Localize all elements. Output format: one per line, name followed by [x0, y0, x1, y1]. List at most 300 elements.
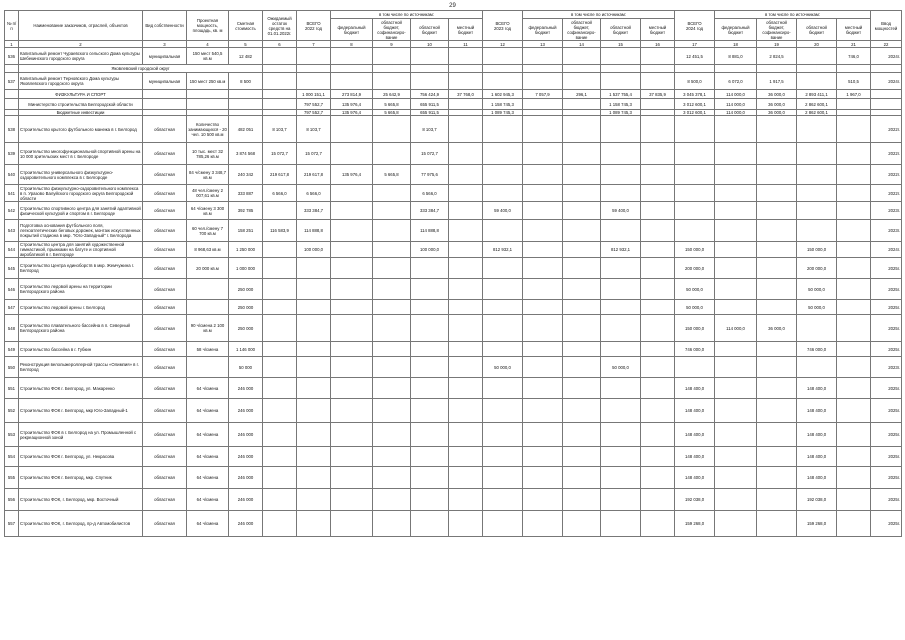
remaining-cell: 6 566,0: [263, 185, 297, 202]
value-cell: [449, 279, 483, 300]
value-cell: [523, 99, 563, 110]
remaining-cell: 15 072,7: [263, 143, 297, 165]
value-cell: [837, 447, 871, 467]
value-cell: [449, 489, 483, 511]
value-cell: [331, 489, 373, 511]
table-row: [5, 242, 902, 258]
value-cell: [601, 165, 641, 185]
capacity-year-cell: 2022г.: [871, 116, 902, 143]
value-cell: [373, 467, 411, 489]
capacity-cell: 64 ч/смена: [187, 447, 229, 467]
table-cell: [757, 65, 797, 73]
estimate-cell: 246 000: [229, 447, 263, 467]
value-cell: [641, 357, 675, 378]
value-cell: [797, 73, 837, 90]
value-cell: [449, 357, 483, 378]
value-cell: [483, 300, 523, 315]
row-number: 546: [5, 279, 19, 300]
capacity-year-cell: 2023г.: [871, 220, 902, 242]
capacity-year-cell: 2022г.: [871, 165, 902, 185]
value-cell: [331, 423, 373, 447]
value-cell: [373, 378, 411, 399]
value-cell: [373, 511, 411, 537]
value-cell: [641, 489, 675, 511]
value-cell: [641, 73, 675, 90]
value-cell: [641, 315, 675, 342]
column-number: 6: [263, 41, 297, 48]
value-cell: [601, 73, 641, 90]
value-cell: [563, 242, 601, 258]
value-cell: [483, 315, 523, 342]
value-cell: [411, 73, 449, 90]
value-cell: [563, 165, 601, 185]
value-cell: 5 665,8: [373, 110, 411, 116]
estimate-cell: 3 874 568: [229, 143, 263, 165]
value-cell: [563, 399, 601, 423]
value-cell: [715, 220, 757, 242]
value-cell: 8 103,7: [297, 116, 331, 143]
row-number: 541: [5, 185, 19, 202]
value-cell: 1 917,5: [757, 73, 797, 90]
value-cell: [483, 489, 523, 511]
header-federal: федеральный бюджет: [715, 19, 757, 41]
value-cell: [641, 242, 675, 258]
header-total-2022: ВСЕГО 2022 год: [297, 11, 331, 41]
row-number: 545: [5, 258, 19, 279]
value-cell: [601, 467, 641, 489]
value-cell: [523, 202, 563, 220]
estimate-cell: 12 482: [229, 48, 263, 65]
object-name: Строительство ледовой арены г. Белгород: [19, 300, 143, 315]
value-cell: [449, 99, 483, 110]
table-row: [5, 467, 902, 489]
capacity-year-cell: 2025г.: [871, 378, 902, 399]
value-cell: [563, 48, 601, 65]
value-cell: [797, 220, 837, 242]
value-cell: [449, 467, 483, 489]
value-cell: [523, 423, 563, 447]
table-row: [5, 342, 902, 357]
investment-table: [4, 10, 902, 537]
estimate-cell: 1 250 000: [229, 242, 263, 258]
value-cell: [715, 399, 757, 423]
header-regional-cofin: областной бюджет, софинансиро-вание: [373, 19, 411, 41]
estimate-cell: 250 000: [229, 300, 263, 315]
value-cell: [483, 342, 523, 357]
column-number: 4: [187, 41, 229, 48]
value-cell: [483, 165, 523, 185]
value-cell: [715, 300, 757, 315]
value-cell: [297, 73, 331, 90]
value-cell: 296,1: [563, 90, 601, 99]
value-cell: [483, 423, 523, 447]
object-name: Строительство ФОК г. Белгород, ул. Макаренко: [19, 378, 143, 399]
table-cell: [601, 65, 641, 73]
value-cell: [297, 489, 331, 511]
value-cell: 2 893 411,1: [797, 90, 837, 99]
value-cell: 6 566,0: [411, 185, 449, 202]
value-cell: [837, 99, 871, 110]
estimate-cell: 50 000: [229, 357, 263, 378]
value-cell: 200 000,0: [797, 258, 837, 279]
table-row: [5, 357, 902, 378]
estimate-cell: 250 000: [229, 315, 263, 342]
row-number: [5, 99, 19, 110]
ownership-cell: областная: [143, 220, 187, 242]
value-cell: [641, 165, 675, 185]
value-cell: [297, 511, 331, 537]
section-title: Яковлевский городской округ: [19, 65, 263, 73]
value-cell: [331, 342, 373, 357]
value-cell: [373, 489, 411, 511]
value-cell: [715, 143, 757, 165]
table-row: [5, 185, 902, 202]
value-cell: [757, 399, 797, 423]
value-cell: [483, 399, 523, 423]
table-cell: [411, 65, 449, 73]
remaining-cell: [263, 73, 297, 90]
estimate-cell: 392 785: [229, 202, 263, 220]
value-cell: [373, 242, 411, 258]
value-cell: 114 000,0: [715, 315, 757, 342]
value-cell: [601, 489, 641, 511]
estimate-cell: 8 500: [229, 73, 263, 90]
row-number: 539: [5, 143, 19, 165]
ownership-cell: областная: [143, 315, 187, 342]
value-cell: 50 000,0: [483, 357, 523, 378]
row-number: 537: [5, 73, 19, 90]
value-cell: [757, 242, 797, 258]
value-cell: 2 862 600,1: [797, 110, 837, 116]
row-number: 555: [5, 467, 19, 489]
value-cell: [411, 489, 449, 511]
value-cell: [837, 511, 871, 537]
value-cell: [449, 48, 483, 65]
ownership-cell: областная: [143, 357, 187, 378]
value-cell: [523, 342, 563, 357]
value-cell: [641, 99, 675, 110]
value-cell: [837, 399, 871, 423]
value-cell: [523, 258, 563, 279]
value-cell: [837, 467, 871, 489]
value-cell: [675, 185, 715, 202]
value-cell: 135 976,4: [331, 165, 373, 185]
object-name: Строительство центра для занятий художественной гимнастикой, прыжками на батуте и спортивной акробатикой в г. Белгороде: [19, 242, 143, 258]
value-cell: [483, 185, 523, 202]
object-name: Капитальный ремонт Терновского Дома культуры Яковлевского городского округа: [19, 73, 143, 90]
value-cell: [331, 300, 373, 315]
value-cell: [523, 378, 563, 399]
row-number: 536: [5, 48, 19, 65]
table-row: [5, 300, 902, 315]
value-cell: [449, 447, 483, 467]
value-cell: [675, 165, 715, 185]
value-cell: [523, 242, 563, 258]
value-cell: 150 000,0: [797, 242, 837, 258]
value-cell: [757, 116, 797, 143]
value-cell: [757, 300, 797, 315]
ownership-cell: областная: [143, 423, 187, 447]
value-cell: [675, 202, 715, 220]
value-cell: 50 000,0: [797, 279, 837, 300]
value-cell: [483, 258, 523, 279]
value-cell: [837, 220, 871, 242]
value-cell: [715, 378, 757, 399]
table-cell: [871, 65, 902, 73]
value-cell: [563, 342, 601, 357]
value-cell: [837, 342, 871, 357]
estimate-cell: 246 000: [229, 399, 263, 423]
column-number: 5: [229, 41, 263, 48]
table-row: [5, 143, 902, 165]
table-cell: [797, 65, 837, 73]
table-row: [5, 165, 902, 185]
value-cell: [331, 242, 373, 258]
value-cell: [373, 48, 411, 65]
row-number: 553: [5, 423, 19, 447]
capacity-cell: 150 мест 250 кв.м: [187, 73, 229, 90]
object-name: Строительство ФОК, г. Белгород, пр-д Автомобилистов: [19, 511, 143, 537]
value-cell: [449, 258, 483, 279]
value-cell: [373, 116, 411, 143]
table-cell: [449, 65, 483, 73]
value-cell: [641, 202, 675, 220]
capacity-year-cell: 2025г.: [871, 489, 902, 511]
table-row: [5, 220, 902, 242]
capacity-year-cell: 2024г.: [871, 48, 902, 65]
value-cell: 797 552,7: [297, 99, 331, 110]
value-cell: [715, 185, 757, 202]
value-cell: 25 642,9: [373, 90, 411, 99]
value-cell: 333 384,7: [297, 202, 331, 220]
value-cell: [523, 220, 563, 242]
value-cell: 59 400,0: [483, 202, 523, 220]
object-name: Строительство плавательного бассейна в п. Северный Белгородского района: [19, 315, 143, 342]
row-number: 547: [5, 300, 19, 315]
value-cell: [373, 143, 411, 165]
table-row: [5, 511, 902, 537]
summary-row: [5, 90, 902, 99]
value-cell: 50 000,0: [797, 300, 837, 315]
value-cell: 159 268,0: [797, 511, 837, 537]
value-cell: [837, 143, 871, 165]
estimate-cell: 250 000: [229, 279, 263, 300]
value-cell: [331, 399, 373, 423]
capacity-cell: 8 968,63 кв.м: [187, 242, 229, 258]
header-capacity-year: Ввод мощностей: [871, 11, 902, 41]
header-ownership: Вид собственности: [143, 11, 187, 41]
estimate-cell: 246 000: [229, 489, 263, 511]
value-cell: [641, 447, 675, 467]
capacity-cell: 58 ч/смена: [187, 342, 229, 357]
ownership-cell: областная: [143, 467, 187, 489]
value-cell: [563, 447, 601, 467]
value-cell: [297, 279, 331, 300]
value-cell: [757, 378, 797, 399]
value-cell: [837, 185, 871, 202]
object-name: Строительство спортивного центра для занятий адаптивной физической культурой и спортом в г. Белгороде: [19, 202, 143, 220]
remaining-cell: [263, 467, 297, 489]
estimate-cell: 1 146 000: [229, 342, 263, 357]
object-name: Реконструкция велолыжероллерной трассы «Олимпия» в г. Белгород: [19, 357, 143, 378]
value-cell: [757, 165, 797, 185]
value-cell: 8 881,0: [715, 48, 757, 65]
value-cell: [373, 447, 411, 467]
estimate-cell: 333 887: [229, 185, 263, 202]
value-cell: 150 000,0: [675, 315, 715, 342]
value-cell: 1 158 745,3: [601, 99, 641, 110]
value-cell: [331, 447, 373, 467]
column-number: 7: [297, 41, 331, 48]
value-cell: 77 975,6: [411, 165, 449, 185]
table-row: [5, 73, 902, 90]
capacity-cell: 64 ч/смена: [187, 378, 229, 399]
value-cell: [601, 511, 641, 537]
remaining-cell: [263, 258, 297, 279]
object-name: Бюджетные инвестиции: [19, 110, 143, 116]
value-cell: [563, 467, 601, 489]
value-cell: 219 617,8: [297, 165, 331, 185]
value-cell: [523, 300, 563, 315]
value-cell: [797, 116, 837, 143]
row-number: 556: [5, 489, 19, 511]
value-cell: 148 400,0: [675, 447, 715, 467]
header-total-2023: ВСЕГО 2023 год: [483, 11, 523, 41]
value-cell: 37 835,9: [641, 90, 675, 99]
object-name: Строительство Центра единоборств в мкр. Жемчужина г. Белгород: [19, 258, 143, 279]
value-cell: [483, 220, 523, 242]
estimate-cell: [229, 90, 263, 99]
object-name: Строительство физкультурно-оздоровительного комплекса в п. Уразово Валуйского городского округа Белгородской области: [19, 185, 143, 202]
value-cell: [601, 423, 641, 447]
header-regional: областной бюджет: [601, 19, 641, 41]
value-cell: [373, 342, 411, 357]
value-cell: [797, 357, 837, 378]
value-cell: [297, 423, 331, 447]
column-number: 15: [601, 41, 641, 48]
value-cell: [715, 489, 757, 511]
ownership-cell: областная: [143, 511, 187, 537]
ownership-cell: областная: [143, 143, 187, 165]
value-cell: [837, 242, 871, 258]
value-cell: 6 072,0: [715, 73, 757, 90]
value-cell: [523, 315, 563, 342]
value-cell: [715, 447, 757, 467]
value-cell: 148 400,0: [797, 467, 837, 489]
ownership-cell: областная: [143, 242, 187, 258]
capacity-year-cell: 2024г.: [871, 73, 902, 90]
value-cell: 59 400,0: [601, 202, 641, 220]
value-cell: 148 400,0: [675, 399, 715, 423]
value-cell: [837, 116, 871, 143]
capacity-cell: 64 ч/смену 3 300 кв.м: [187, 202, 229, 220]
value-cell: [523, 185, 563, 202]
value-cell: [563, 258, 601, 279]
table-cell: [483, 65, 523, 73]
value-cell: 746 000,0: [797, 342, 837, 357]
value-cell: 148 400,0: [675, 423, 715, 447]
value-cell: [563, 315, 601, 342]
estimate-cell: 246 000: [229, 423, 263, 447]
capacity-cell: Количество занимающихся - 20 чел. 10 500 кв.м: [187, 116, 229, 143]
value-cell: [715, 258, 757, 279]
value-cell: [411, 315, 449, 342]
object-name: Строительство универсального физкультурно-оздоровительного комплекса в г. Белгороде: [19, 165, 143, 185]
capacity-cell: 64 ч/смена: [187, 399, 229, 423]
header-num: № п/п: [5, 11, 19, 41]
value-cell: [297, 300, 331, 315]
value-cell: [601, 143, 641, 165]
value-cell: [837, 423, 871, 447]
value-cell: [523, 143, 563, 165]
row-number: [5, 90, 19, 99]
ownership-cell: [143, 99, 187, 110]
value-cell: [297, 258, 331, 279]
capacity-cell: 64 ч/смена: [187, 423, 229, 447]
value-cell: [449, 143, 483, 165]
capacity-cell: 150 мест 540,5 кв.м: [187, 48, 229, 65]
header-sources-2022: в том числе по источникам:: [331, 11, 483, 19]
remaining-cell: [263, 342, 297, 357]
value-cell: 333 384,7: [411, 202, 449, 220]
value-cell: [797, 48, 837, 65]
remaining-cell: [263, 90, 297, 99]
value-cell: [449, 242, 483, 258]
value-cell: [331, 511, 373, 537]
value-cell: [797, 202, 837, 220]
table-cell: [715, 65, 757, 73]
capacity-year-cell: 2023г.: [871, 202, 902, 220]
value-cell: 148 400,0: [797, 378, 837, 399]
value-cell: [411, 279, 449, 300]
column-number: 13: [523, 41, 563, 48]
table-row: [5, 48, 902, 65]
value-cell: [523, 279, 563, 300]
value-cell: [563, 116, 601, 143]
value-cell: [641, 467, 675, 489]
capacity-year-cell: 2025г.: [871, 511, 902, 537]
value-cell: 100 000,0: [297, 242, 331, 258]
value-cell: [449, 73, 483, 90]
capacity-year-cell: 2025г.: [871, 447, 902, 467]
ownership-cell: областная: [143, 378, 187, 399]
column-number: 17: [675, 41, 715, 48]
value-cell: [373, 185, 411, 202]
column-number: 3: [143, 41, 187, 48]
value-cell: [373, 73, 411, 90]
table-cell: [331, 65, 373, 73]
value-cell: [523, 165, 563, 185]
value-cell: 655 911,5: [411, 110, 449, 116]
value-cell: [715, 342, 757, 357]
value-cell: [563, 202, 601, 220]
value-cell: [449, 511, 483, 537]
row-number: 538: [5, 116, 19, 143]
row-number: 540: [5, 165, 19, 185]
value-cell: 273 814,9: [331, 90, 373, 99]
value-cell: 148 400,0: [797, 399, 837, 423]
value-cell: 36 000,0: [757, 315, 797, 342]
column-number: 11: [449, 41, 483, 48]
remaining-cell: 8 103,7: [263, 116, 297, 143]
value-cell: 135 976,4: [331, 110, 373, 116]
value-cell: [641, 258, 675, 279]
table-cell: [641, 65, 675, 73]
capacity-cell: [187, 99, 229, 110]
ownership-cell: областная: [143, 342, 187, 357]
value-cell: [331, 258, 373, 279]
capacity-year-cell: 2025г.: [871, 258, 902, 279]
